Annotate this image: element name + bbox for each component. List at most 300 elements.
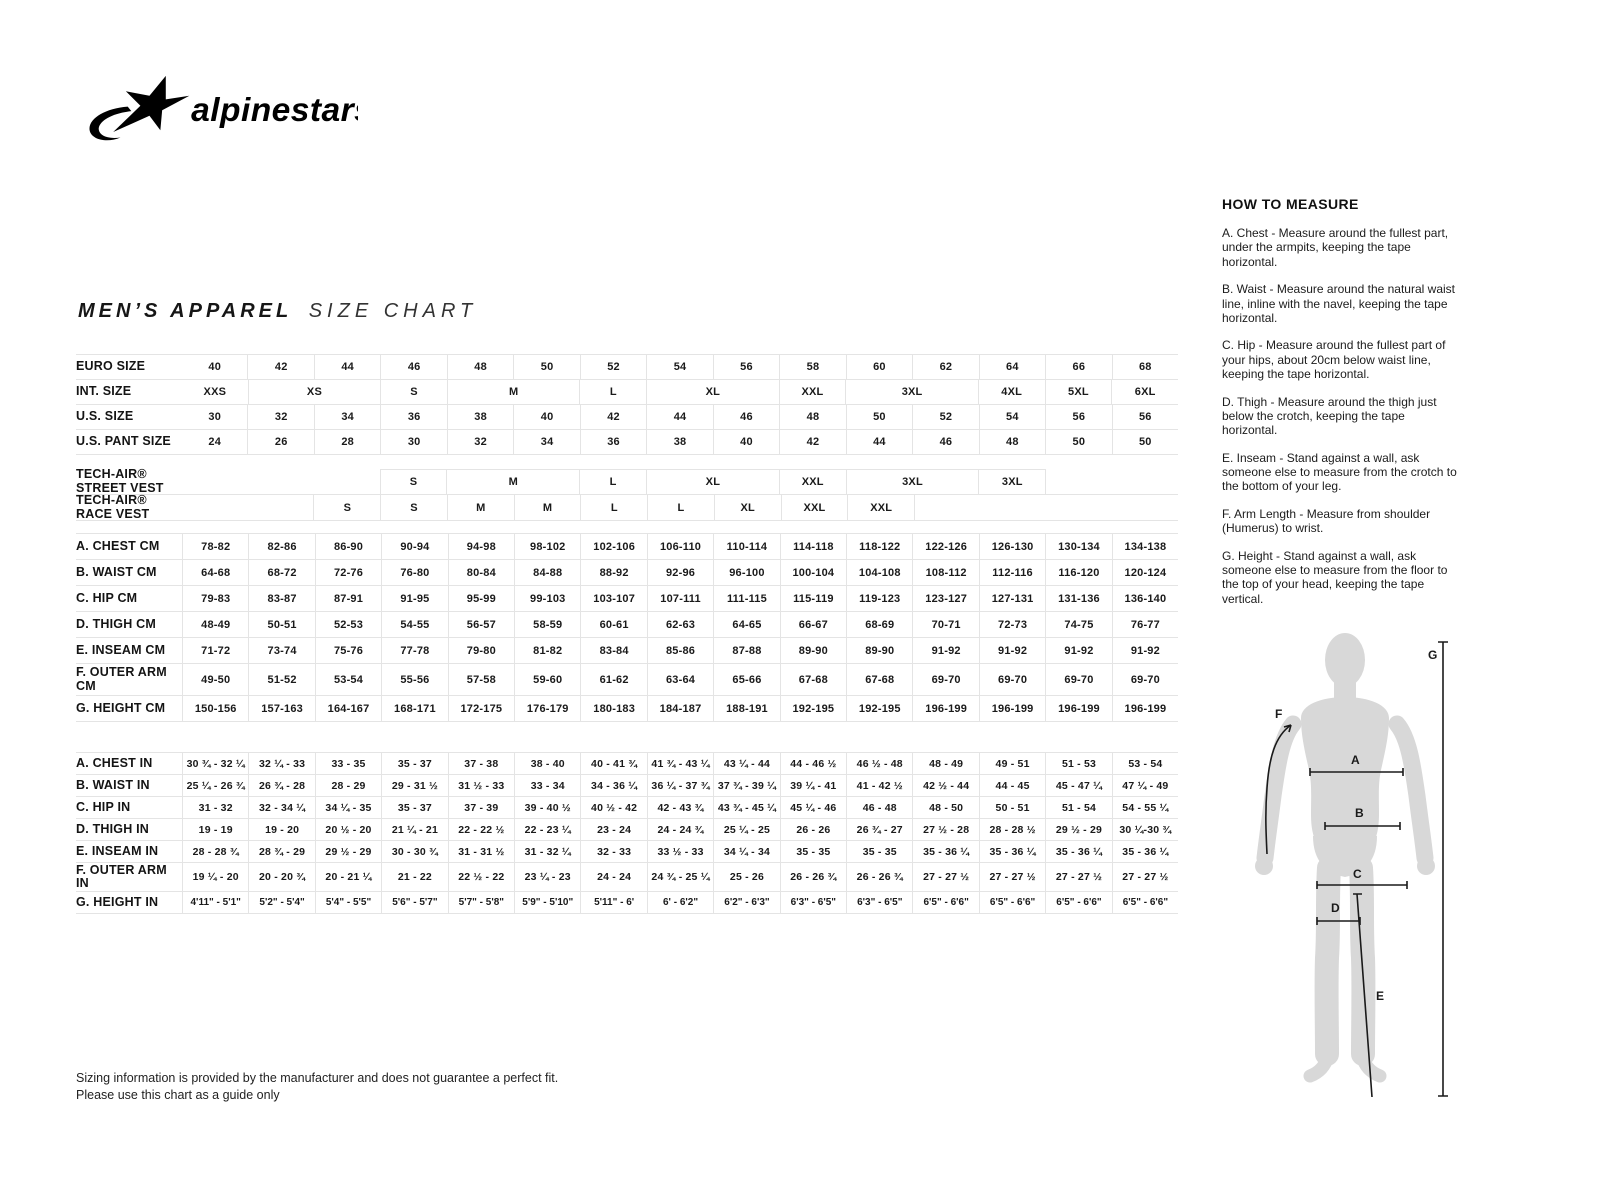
row-cells	[183, 892, 1178, 913]
table-cell: 91-92	[979, 638, 1045, 663]
row-label: C. HIP CM	[76, 586, 183, 611]
table-cell: 46	[380, 355, 446, 379]
row-cells	[183, 612, 1178, 637]
table-cell: XL	[646, 380, 778, 404]
table-cell: 32 ¼ - 33	[248, 753, 314, 774]
how-to-measure-list	[1222, 226, 1460, 606]
table-cell: 42	[580, 405, 646, 429]
table-cell: 68-69	[846, 612, 912, 637]
table-cell: XS	[248, 380, 380, 404]
table-cell: 28 ¾ - 29	[248, 841, 314, 862]
table-cell: 37 - 39	[448, 797, 514, 818]
table-cell: 40	[513, 405, 579, 429]
table-cell: 102-106	[580, 534, 646, 559]
logo-wordmark: alpinestars	[191, 92, 358, 130]
row-cells	[183, 560, 1178, 585]
table-cell: 61-62	[580, 664, 646, 695]
table-cell: 28	[314, 430, 380, 454]
table-cell: 127-131	[979, 586, 1045, 611]
table-cell: 134-138	[1112, 534, 1178, 559]
table-cell: 24 - 24 ¾	[647, 819, 713, 840]
table-cell: S	[313, 495, 380, 520]
table-cell: 91-92	[1112, 638, 1178, 663]
footer-line-1: Sizing information is provided by the manufacturer and does not guarantee a perfect fit.	[76, 1071, 559, 1085]
table-cell: 196-199	[1045, 696, 1111, 721]
table-cell: 65-66	[713, 664, 779, 695]
table-cell: 184-187	[647, 696, 713, 721]
table-cell: 19 - 19	[198, 823, 233, 836]
table-cell: 27 - 27 ½	[1045, 863, 1111, 891]
table-row	[76, 696, 1178, 722]
table-cell: XXL	[781, 495, 848, 520]
table-cell: 57-58	[448, 664, 514, 695]
table-cell: 34	[513, 430, 579, 454]
table-cell: 33 ½ - 33	[647, 841, 713, 862]
table-cell: 22 - 23 ¼	[514, 819, 580, 840]
table-cell: 79-83	[201, 592, 231, 605]
table-cell: 192-195	[846, 696, 912, 721]
diagram-label-waist: B	[1355, 806, 1364, 820]
table-cell: 91-92	[1045, 638, 1111, 663]
footer-note	[76, 1070, 558, 1104]
table-cell: XXL	[779, 380, 846, 404]
table-cell: 34 ¼ - 34	[713, 841, 779, 862]
table-cell: L	[580, 495, 647, 520]
table-cell: 3XL	[845, 380, 977, 404]
page-title-secondary: SIZE CHART	[308, 300, 478, 322]
row-label: G. HEIGHT IN	[76, 892, 183, 913]
row-label: E. INSEAM IN	[76, 841, 183, 862]
row-cells	[182, 469, 1178, 494]
table-cell	[182, 495, 313, 520]
row-label: F. OUTER ARM CM	[76, 664, 183, 695]
alpinestars-logo-icon	[86, 74, 358, 152]
table-cell: 37 - 38	[448, 753, 514, 774]
table-cell: 6'5" - 6'6"	[1045, 892, 1111, 913]
table-row	[76, 863, 1178, 892]
row-label: B. WAIST IN	[76, 775, 183, 796]
table-cell: 49 - 51	[979, 753, 1045, 774]
table-cell: 69-70	[912, 664, 978, 695]
table-cell: 41 ¾ - 43 ¼	[647, 753, 713, 774]
table-cell: 51 - 53	[1045, 753, 1111, 774]
table-cell: 38	[447, 405, 513, 429]
row-label: U.S. SIZE	[76, 409, 134, 424]
table-cell: S	[380, 380, 447, 404]
table-cell: 53-54	[315, 664, 381, 695]
table-cell: 73-74	[248, 638, 314, 663]
diagram-label-arm: F	[1275, 707, 1283, 721]
table-cell: 82-86	[248, 534, 314, 559]
diagram-label-hip: C	[1353, 867, 1362, 881]
size-table	[76, 354, 1178, 914]
table-cell: 116-120	[1045, 560, 1111, 585]
table-cell: 64-65	[713, 612, 779, 637]
table-cell: 69-70	[979, 664, 1045, 695]
table-cell: 67-68	[780, 664, 846, 695]
table-cell: 80-84	[448, 560, 514, 585]
table-cell: 76-80	[381, 560, 447, 585]
table-cell: 45 - 47 ¼	[1045, 775, 1111, 796]
table-cell: 48 - 49	[912, 753, 978, 774]
table-cell: 52	[912, 405, 978, 429]
row-label: G. HEIGHT CM	[76, 696, 183, 721]
table-cell: 180-183	[580, 696, 646, 721]
table-cell: 6'5" - 6'6"	[979, 892, 1045, 913]
table-cell: 106-110	[647, 534, 713, 559]
row-label: EURO SIZE	[76, 359, 146, 374]
table-cell: M	[514, 495, 581, 520]
table-cell: 31 - 32 ¼	[514, 841, 580, 862]
table-cell: 3XL	[846, 469, 979, 494]
table-cell: 168-171	[381, 696, 447, 721]
table-cell: 50	[1045, 430, 1111, 454]
row-cells	[183, 841, 1178, 862]
table-cell: 28 - 28 ½	[979, 819, 1045, 840]
table-cell: 46 - 48	[846, 797, 912, 818]
table-cell: 72-73	[979, 612, 1045, 637]
table-cell: 48	[447, 355, 513, 379]
table-section-cm	[76, 533, 1178, 722]
measure-instruction: C. Hip - Measure around the fullest part of your hips, about 20cm below waist line, keeping the tape horizontal.	[1222, 338, 1446, 382]
table-cell: 85-86	[647, 638, 713, 663]
row-cells	[183, 797, 1178, 818]
table-cell: 6'3" - 6'5"	[846, 892, 912, 913]
table-cell: 5XL	[1045, 380, 1112, 404]
table-cell: 118-122	[846, 534, 912, 559]
row-cells	[182, 380, 1178, 404]
table-cell: 99-103	[514, 586, 580, 611]
table-cell: 35 - 36 ¼	[1045, 841, 1111, 862]
diagram-label-thigh: D	[1331, 901, 1340, 915]
body-silhouette	[1255, 633, 1438, 1076]
table-cell: 35 - 36 ¼	[1112, 841, 1178, 862]
table-cell: 21 - 22	[381, 863, 447, 891]
table-cell: 47 ¼ - 49	[1112, 775, 1178, 796]
table-cell: 41 - 42 ½	[846, 775, 912, 796]
how-to-measure-heading: HOW TO MEASURE	[1222, 196, 1359, 212]
row-label: F. OUTER ARM IN	[76, 863, 183, 891]
table-cell: L	[647, 495, 714, 520]
table-cell: 76-77	[1112, 612, 1178, 637]
table-section-vest	[76, 469, 1178, 521]
table-cell: 50	[1112, 430, 1178, 454]
table-row	[76, 775, 1178, 797]
table-cell: 164-167	[315, 696, 381, 721]
table-cell: 37 ¾ - 39 ¼	[713, 775, 779, 796]
table-cell: 35 - 35	[846, 841, 912, 862]
table-cell: 40	[208, 361, 222, 373]
table-cell: 5'4" - 5'5"	[315, 892, 381, 913]
table-cell: 25 ¼ - 25	[713, 819, 779, 840]
table-cell	[1112, 469, 1178, 494]
row-cells	[183, 638, 1178, 663]
table-cell: 196-199	[979, 696, 1045, 721]
table-cell: 108-112	[912, 560, 978, 585]
table-row	[76, 405, 1178, 430]
table-cell: 64-68	[201, 566, 231, 579]
table-cell: 24	[208, 436, 222, 448]
table-row	[76, 430, 1178, 455]
table-cell: 26 ¾ - 27	[846, 819, 912, 840]
table-row	[76, 355, 1178, 380]
table-cell: 49-50	[201, 673, 231, 686]
table-cell: 86-90	[315, 534, 381, 559]
table-cell	[182, 469, 380, 494]
table-row	[76, 638, 1178, 664]
table-cell: 62	[912, 355, 978, 379]
table-cell: 23 ¼ - 23	[514, 863, 580, 891]
table-cell: 42 ½ - 44	[912, 775, 978, 796]
table-cell: 58-59	[514, 612, 580, 637]
table-cell: 54	[646, 355, 712, 379]
table-cell: 31 - 31 ½	[448, 841, 514, 862]
table-cell: 44	[314, 355, 380, 379]
body-figure-icon	[1225, 628, 1463, 1102]
measure-instruction: G. Height - Stand against a wall, ask someone else to measure from the floor to the top of your head, keeping the tape vertical.	[1222, 548, 1448, 606]
table-cell: 40 ½ - 42	[580, 797, 646, 818]
measure-instruction: E. Inseam - Stand against a wall, ask someone else to measure from the crotch to the bottom of your leg.	[1222, 450, 1457, 494]
table-cell: 56	[1112, 405, 1178, 429]
table-cell: 4'11" - 5'1"	[190, 897, 241, 908]
table-cell: 28 - 29	[315, 775, 381, 796]
height-line	[1438, 642, 1448, 1096]
table-row	[76, 495, 1178, 521]
diagram-label-chest: A	[1351, 753, 1360, 767]
table-cell: 6'5" - 6'6"	[912, 892, 978, 913]
table-cell: 6'3" - 6'5"	[780, 892, 846, 913]
table-cell: 94-98	[448, 534, 514, 559]
table-cell: 3XL	[978, 469, 1046, 494]
table-cell: 55-56	[381, 664, 447, 695]
row-label: U.S. PANT SIZE	[76, 434, 171, 449]
table-cell: 112-116	[979, 560, 1045, 585]
table-cell: 43 ¼ - 44	[713, 753, 779, 774]
table-cell: 81-82	[514, 638, 580, 663]
table-cell: 5'6" - 5'7"	[381, 892, 447, 913]
table-cell: 45 ¼ - 46	[780, 797, 846, 818]
table-row	[76, 380, 1178, 405]
table-cell: XL	[646, 469, 779, 494]
table-row	[76, 892, 1178, 914]
table-cell: 26	[247, 430, 313, 454]
row-cells	[183, 753, 1178, 774]
table-cell: 103-107	[580, 586, 646, 611]
table-cell: 40 - 41 ¾	[580, 753, 646, 774]
table-cell: 188-191	[713, 696, 779, 721]
table-cell: 150-156	[194, 702, 237, 715]
row-label: A. CHEST IN	[76, 753, 183, 774]
diagram-label-inseam: E	[1376, 989, 1385, 1003]
table-cell: 100-104	[780, 560, 846, 585]
table-cell: 136-140	[1112, 586, 1178, 611]
table-cell: 70-71	[912, 612, 978, 637]
row-cells	[182, 405, 1178, 429]
table-cell: 42	[247, 355, 313, 379]
table-cell: 176-179	[514, 696, 580, 721]
table-cell: 50	[846, 405, 912, 429]
table-cell: 46 ½ - 48	[846, 753, 912, 774]
table-cell: 26 - 26 ¾	[780, 863, 846, 891]
table-cell: 122-126	[912, 534, 978, 559]
table-cell: 68	[1112, 355, 1178, 379]
table-cell	[915, 495, 1178, 520]
row-cells	[182, 495, 1178, 520]
table-cell: 39 - 40 ½	[514, 797, 580, 818]
table-cell: 51 - 54	[1045, 797, 1111, 818]
table-cell: 196-199	[912, 696, 978, 721]
table-cell: 78-82	[201, 540, 231, 553]
table-row	[76, 612, 1178, 638]
table-cell: 115-119	[780, 586, 846, 611]
row-label: TECH-AIR® STREET VEST	[76, 467, 164, 495]
table-cell: 92-96	[647, 560, 713, 585]
table-cell: 27 - 27 ½	[1112, 863, 1178, 891]
table-cell: 123-127	[912, 586, 978, 611]
table-row	[76, 586, 1178, 612]
table-cell: 24 ¾ - 25 ¼	[647, 863, 713, 891]
table-cell: 28 - 28 ¾	[192, 845, 239, 858]
row-cells	[182, 430, 1178, 454]
table-cell: 32 - 33	[580, 841, 646, 862]
table-cell: 36	[380, 405, 446, 429]
row-label: A. CHEST CM	[76, 534, 183, 559]
table-cell: 68-72	[248, 560, 314, 585]
table-cell: 32	[447, 430, 513, 454]
table-row	[76, 753, 1178, 775]
table-cell: 27 ½ - 28	[912, 819, 978, 840]
table-cell: 52-53	[315, 612, 381, 637]
table-cell: XXL	[847, 495, 915, 520]
table-cell: 35 - 36 ¼	[912, 841, 978, 862]
measure-instruction: A. Chest - Measure around the fullest part, under the armpits, keeping the tape horizontal.	[1222, 226, 1449, 269]
table-cell: 56-57	[448, 612, 514, 637]
table-cell: 35 - 37	[381, 797, 447, 818]
table-cell: 32	[247, 405, 313, 429]
table-cell: 30	[380, 430, 446, 454]
table-cell: 24 - 24	[580, 863, 646, 891]
table-cell: 64	[979, 355, 1045, 379]
table-cell: 27 - 27 ½	[979, 863, 1045, 891]
table-cell: 90-94	[381, 534, 447, 559]
table-cell: 26 ¾ - 28	[248, 775, 314, 796]
table-cell: 26 - 26	[780, 819, 846, 840]
table-cell: 33 - 35	[315, 753, 381, 774]
table-cell: 104-108	[846, 560, 912, 585]
table-cell: 19 ¼ - 20	[192, 871, 239, 883]
table-cell: 84-88	[514, 560, 580, 585]
table-row	[76, 469, 1178, 495]
measure-instruction: D. Thigh - Measure around the thigh just below the crotch, keeping the tape horizontal.	[1222, 394, 1437, 438]
table-cell: 44	[646, 405, 712, 429]
table-cell: 44	[846, 430, 912, 454]
table-cell: 26 - 26 ¾	[846, 863, 912, 891]
row-cells	[183, 586, 1178, 611]
table-cell: 35 - 35	[780, 841, 846, 862]
table-cell: 35 - 36 ¼	[979, 841, 1045, 862]
table-cell: 34	[314, 405, 380, 429]
page-title	[78, 300, 477, 323]
table-cell: 44 - 46 ½	[780, 753, 846, 774]
table-row	[76, 797, 1178, 819]
row-cells	[183, 534, 1178, 559]
table-cell: 48 - 50	[912, 797, 978, 818]
table-cell: 23 - 24	[580, 819, 646, 840]
table-cell: 32 - 34 ¼	[248, 797, 314, 818]
table-cell: 130-134	[1045, 534, 1111, 559]
table-cell: 6' - 6'2"	[647, 892, 713, 913]
table-cell: 75-76	[315, 638, 381, 663]
table-row	[76, 534, 1178, 560]
table-cell: 44 - 45	[979, 775, 1045, 796]
table-cell: 4XL	[978, 380, 1045, 404]
table-cell: 34 ¼ - 35	[315, 797, 381, 818]
table-cell: 83-87	[248, 586, 314, 611]
row-label: C. HIP IN	[76, 797, 183, 818]
table-cell: 25 - 26	[713, 863, 779, 891]
table-cell: 95-99	[448, 586, 514, 611]
table-cell: M	[447, 495, 514, 520]
table-cell: 48-49	[201, 618, 231, 631]
table-cell: 131-136	[1045, 586, 1111, 611]
table-cell: 87-88	[713, 638, 779, 663]
table-cell: 35 - 37	[381, 753, 447, 774]
table-cell: 89-90	[846, 638, 912, 663]
table-cell: 96-100	[713, 560, 779, 585]
table-cell: 196-199	[1112, 696, 1178, 721]
table-cell: 5'9" - 5'10"	[514, 892, 580, 913]
table-cell: 6'2" - 6'3"	[713, 892, 779, 913]
table-cell: 54 - 55 ¼	[1112, 797, 1178, 818]
table-cell: 36 ¼ - 37 ¾	[647, 775, 713, 796]
table-cell: 91-95	[381, 586, 447, 611]
alpinestars-logo	[86, 74, 358, 152]
table-cell: 39 ¼ - 41	[780, 775, 846, 796]
table-cell: 5'2" - 5'4"	[248, 892, 314, 913]
table-section-sizes	[76, 354, 1178, 455]
table-cell: 172-175	[448, 696, 514, 721]
table-cell: 157-163	[248, 696, 314, 721]
table-cell: 5'7" - 5'8"	[448, 892, 514, 913]
table-cell: 114-118	[780, 534, 846, 559]
table-cell: 79-80	[448, 638, 514, 663]
table-cell	[1046, 469, 1112, 494]
table-cell: 69-70	[1045, 664, 1111, 695]
table-cell: 19 - 20	[248, 819, 314, 840]
table-cell: 38	[646, 430, 712, 454]
table-cell: 56	[713, 355, 779, 379]
table-cell: 50 - 51	[979, 797, 1045, 818]
row-cells	[182, 355, 1178, 379]
table-cell: 62-63	[647, 612, 713, 637]
row-label: TECH-AIR® RACE VEST	[76, 493, 150, 521]
table-cell: 72-76	[315, 560, 381, 585]
table-row	[76, 664, 1178, 696]
table-cell: 20 - 21 ¼	[315, 863, 381, 891]
table-cell: 58	[779, 355, 845, 379]
row-label: B. WAIST CM	[76, 560, 183, 585]
table-cell: 30 - 30 ¾	[381, 841, 447, 862]
table-cell: 77-78	[381, 638, 447, 663]
table-cell: 46	[713, 405, 779, 429]
table-cell: S	[380, 469, 447, 494]
table-cell: 60	[846, 355, 912, 379]
table-section-in	[76, 752, 1178, 914]
table-cell: 36	[580, 430, 646, 454]
table-cell: 6XL	[1111, 380, 1178, 404]
measure-instruction: F. Arm Length - Measure from shoulder (Humerus) to wrist.	[1222, 506, 1431, 536]
table-cell: 91-92	[912, 638, 978, 663]
